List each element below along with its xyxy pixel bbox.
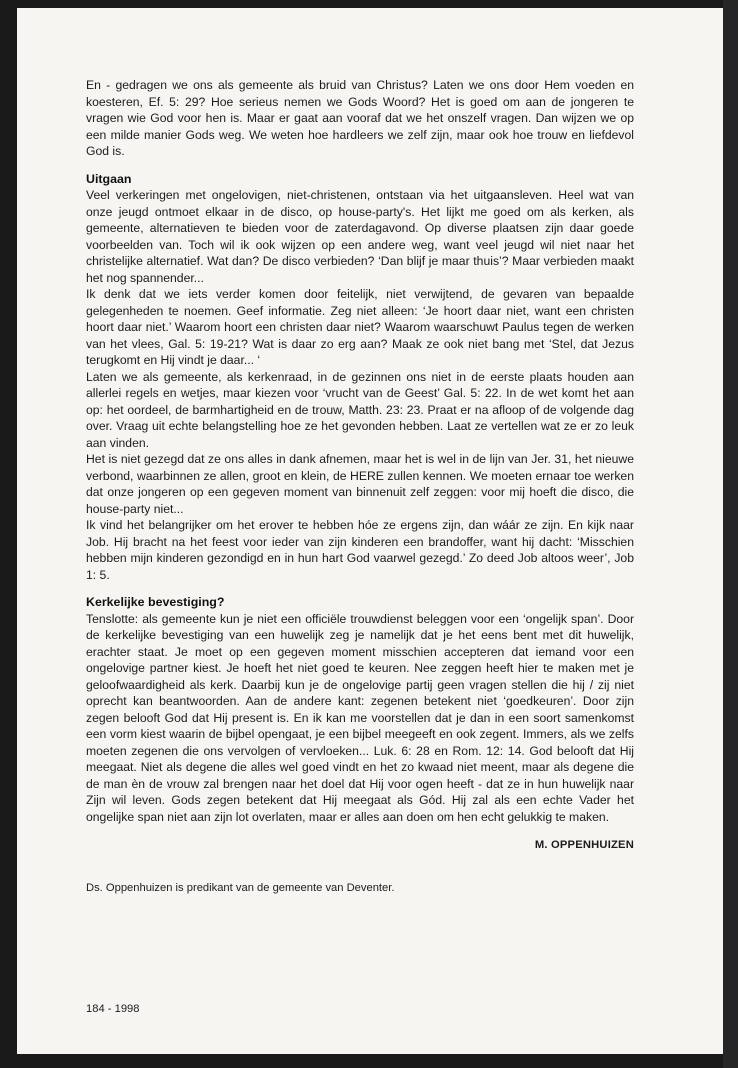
- paragraph: Het is niet gezegd dat ze ons alles in dank afnemen, maar het is wel in de lijn van Jer. 31, het nieuwe verbond, waarbinnen ze allen, groot en klein, de HERE zullen kennen. We moeten ernaar toe werken dat onze jongeren op een gegeven moment van binnenuit zelf zeggen: voor mij hoeft die disco, die house-party niet...: [86, 452, 634, 516]
- intro-paragraph: En - gedragen we ons als gemeente als bruid van Christus? Laten we ons door Hem voeden en koesteren, Ef. 5: 29? Hoe serieus nemen we Gods Woord? Het is goed om aan de jongeren te vragen wie God voor hen is. Maar er gaat aan vooraf dat we het onszelf vragen. Dan wijzen we op een milde manier Gods weg. We weten hoe hardleers we zelf zijn, maar ook hoe trouw en liefdevol God is.: [86, 78, 634, 158]
- paragraph: Tenslotte: als gemeente kun je niet een officiële trouwdienst beleggen voor een ‘ongelijk span’. Door de kerkelijke bevestiging van een huwelijk zeg je namelijk dat je het eens bent met dit huwelijk, erachter staat. Je moet op een gegeven moment misschien accepteren dat iemand voor een ongelovige partner kiest. Je hoeft het niet goed te keuren. Nee zeggen heeft hier te maken met je geloofwaardigheid als kerk. Daarbij kun je de ongelovige partij geen vragen stellen die hij / zij niet oprecht kan beantwoorden. Aan de andere kant: zegenen betekent niet ‘goedkeuren’. Door zijn zegen belooft God dat Hij present is. En ik kan me voorstellen dat je dan in een soort samenkomst een vorm kiest waarin de bijbel opengaat, je een bijbel meegeeft en ook zegent. Immers, als we zelfs moeten zegenen die ons vervolgen of vervloeken... Luk. 6: 28 en Rom. 12: 14. God belooft dat Hij meegaat. Niet als degene die alles wel goed vindt en het zo kwaad niet meent, maar als degene die de man èn de vrouw zal brengen naar het doel dat Hij voor ogen heeft - dat ze in hun huwelijk naar Zijn wil leven. Gods zegen betekent dat Hij meegaat als Gód. Hij zal als een echte Vader het ongelijke span niet aan zijn lot overlaten, maar er alles aan doen om hen echt gelukkig te maken.: [86, 611, 634, 824]
- paragraph: Ik denk dat we iets verder komen door feitelijk, niet verwijtend, de gevaren van bepaalde gelegenheden te noemen. Geef informatie. Zeg niet alleen: ‘Je hoort daar niet, want een christen hoort daar niet.’ Waarom hoort een christen daar niet? Waarom waarschuwt Paulus tegen de werken van het vlees, Gal. 5: 19-21? Wat is daar zo erg aan? Maak ze ook niet bang met ‘Stel, dat Jezus terugkomt en Hij vindt je daar... ‘: [86, 287, 634, 367]
- author-signature: M. OPPENHUIZEN: [534, 839, 634, 851]
- scan-edge: [723, 0, 738, 1068]
- paragraph: Ik vind het belangrijker om het erover te hebben hóe ze ergens zijn, dan wáár ze zijn. En kijk naar Job. Hij bracht na het feest voor ieder van zijn kinderen een brandoffer, want hij dacht: ‘Misschien hebben mijn kinderen gezondigd en in hun hart God vaarwel gezegd.’ Zo deed Job altoos weer’, Job 1: 5.: [86, 518, 634, 582]
- author-note: Ds. Oppenhuizen is predikant van de gemeente van Deventer.: [86, 881, 395, 894]
- page-number: 184 - 1998: [86, 1003, 140, 1015]
- article-body: [86, 77, 634, 896]
- paragraph: Laten we als gemeente, als kerkenraad, in de gezinnen ons niet in de eerste plaats houden aan allerlei regels en wetjes, maar kiezen voor ‘vrucht van de Geest’ Gal. 5: 22. In de wet komt het aan op: het oordeel, de barmhartigheid en de trouw, Matth. 23: 23. Praat er na afloop of de volgende dag over. Vraag uit echte belangstelling hoe ze het gevonden hebben. Laat ze vertellen wat ze er zo leuk aan vinden.: [86, 369, 634, 450]
- paragraph: Veel verkeringen met ongelovigen, niet-christenen, ontstaan via het uitgaansleven. Heel wat van onze jeugd ontmoet elkaar in de disco, op house-party's. Het lijkt me goed om als kerken, als gemeente, alternatieven te bieden voor de zaterdagavond. Op diverse plaatsen zijn daar goede voorbeelden van. Toch wil ik ook wijzen op een andere weg, want veel jeugd wil niet naar het christelijke alternatief. Wat dan? De disco verbieden? ‘Dan blijf je maar thuis’? Maar verbieden maakt het nog spannender...: [86, 188, 634, 285]
- section-heading-uitgaan: Uitgaan: [86, 171, 132, 186]
- section-heading-kerkelijke-bevestiging: Kerkelijke bevestiging?: [86, 595, 225, 609]
